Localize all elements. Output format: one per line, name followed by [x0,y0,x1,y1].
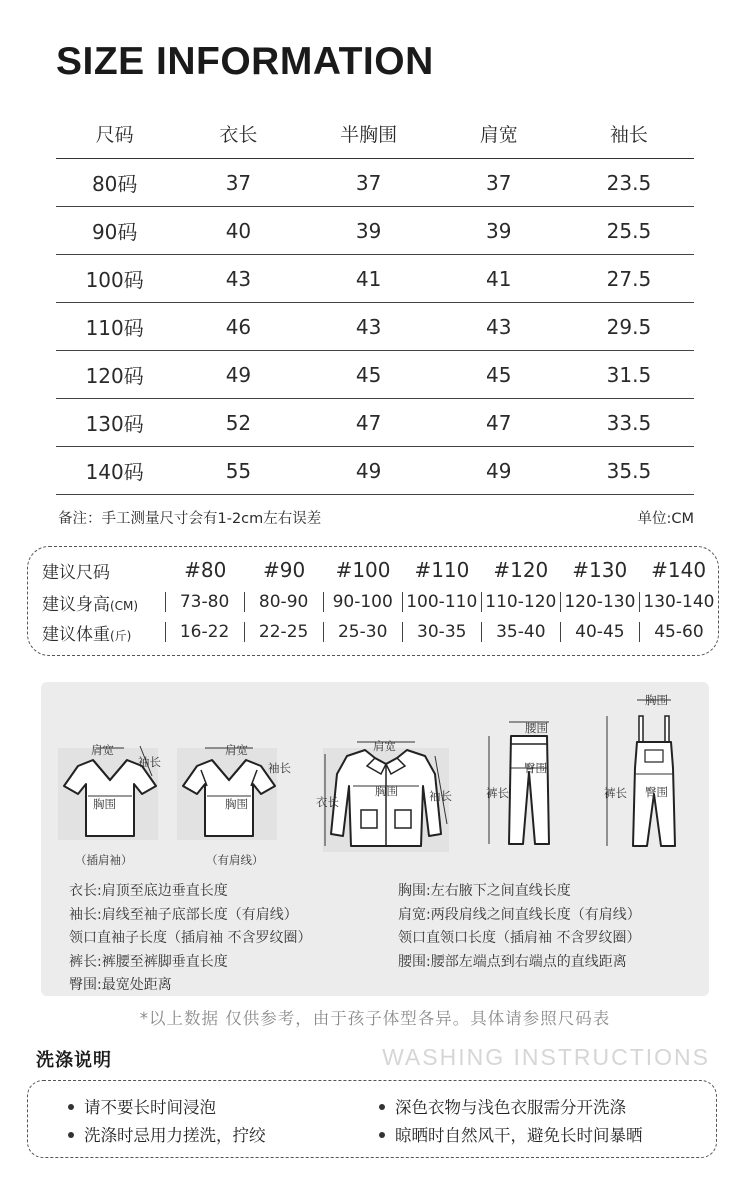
definition-item: 裤长:裤腰至裤脚垂直长度 [69,953,228,970]
recommend-size: #80 [184,558,227,582]
table-row [56,255,694,303]
recommend-size: #140 [651,558,707,582]
recommend-height: 120-130 [560,592,639,612]
definition-item: 领口直领口长度（插肩袖 不含罗纹圈） [398,930,641,947]
chest-label: 胸围 [645,693,668,707]
table-cell: 33.5 [564,399,694,447]
recommend-size: #110 [414,558,470,582]
washing-item [379,1122,643,1146]
table-cell: 43 [173,255,303,303]
table-cell: 49 [434,447,564,495]
table-cell: 37 [434,159,564,207]
header-length: 衣长 [173,108,303,159]
sleeve-label: 袖长 [429,789,452,803]
recommend-size: #120 [493,558,549,582]
recommend-size-label: 建议尺码 [42,562,110,583]
reference-note: *以上数据 仅供参考，由于孩子体型各异。具体请参照尺码表 [139,1009,611,1028]
chest-label: 胸围 [93,797,116,811]
recommend-height-label [42,590,165,615]
size-table [56,108,694,495]
overalls-icon [601,696,697,850]
recommend-size: #130 [572,558,628,582]
table-row [56,303,694,351]
table-cell: 45 [434,351,564,399]
table-cell: 52 [173,399,303,447]
table-row [56,159,694,207]
table-cell: 43 [304,303,434,351]
caption-set-in: （有肩线） [206,853,264,867]
pants-icon [483,714,565,850]
washing-item-text: 深色衣物与浅色衣服需分开洗涤 [395,1098,626,1117]
height-unit: (CM) [110,598,139,613]
bullet-icon [68,1132,74,1138]
recommendation-box [27,546,719,656]
table-cell: 37 [304,159,434,207]
recommend-weight: 35-40 [481,622,560,642]
height-label-text: 建议身高 [42,594,110,615]
table-cell: 120码 [56,351,173,399]
recommend-weight: 40-45 [560,622,639,642]
table-cell: 49 [173,351,303,399]
unit-label: 单位:CM [637,511,694,527]
table-cell: 41 [304,255,434,303]
table-cell: 47 [434,399,564,447]
shoulder-label: 肩宽 [373,739,396,753]
table-cell: 23.5 [564,159,694,207]
sleeve-label: 袖长 [268,761,291,775]
recommend-height: 90-100 [323,592,402,612]
recommend-weight-label [42,620,165,645]
table-cell: 39 [304,207,434,255]
table-cell: 31.5 [564,351,694,399]
recommend-size: #90 [263,558,306,582]
table-cell: 140码 [56,447,173,495]
washing-item [68,1122,266,1146]
weight-label-text: 建议体重 [42,624,110,645]
waist-label: 腰围 [525,721,548,735]
table-cell: 39 [434,207,564,255]
recommend-height: 130-140 [639,592,718,612]
table-cell: 45 [304,351,434,399]
recommend-height: 110-120 [481,592,560,612]
sleeve-label: 袖长 [138,755,161,769]
pants-length-label: 裤长 [486,786,509,800]
recommend-height: 80-90 [244,592,323,612]
recommend-height-row [42,589,718,615]
definition-item: 肩宽:两段肩线之间直线长度（有肩线） [398,906,641,923]
shoulder-label: 肩宽 [225,743,248,757]
table-cell: 80码 [56,159,173,207]
washing-title-en: WASHING INSTRUCTIONS [382,1044,710,1070]
washing-box [27,1080,717,1158]
measurement-note: 备注：手工测量尺寸会有1-2cm左右误差 [58,511,322,527]
washing-item-text: 晾晒时自然风干，避免长时间暴晒 [395,1126,643,1145]
size-table-header [56,108,694,159]
pants-length-label: 裤长 [604,786,627,800]
recommend-weight: 22-25 [244,622,323,642]
recommend-weight: 25-30 [323,622,402,642]
table-cell: 35.5 [564,447,694,495]
table-cell: 55 [173,447,303,495]
table-cell: 29.5 [564,303,694,351]
definition-item: 腰围:腰部左端点到右端点的直线距离 [398,953,627,970]
recommend-weight: 16-22 [165,622,244,642]
washing-item [68,1094,216,1118]
washing-item-text: 请不要长时间浸泡 [84,1098,216,1117]
washing-item-text: 洗涤时忌用力搓洗，拧绞 [84,1126,266,1145]
header-size: 尺码 [56,108,173,159]
table-cell: 41 [434,255,564,303]
table-cell: 130码 [56,399,173,447]
hip-label: 臀围 [524,761,547,775]
weight-unit: (斤) [110,628,132,643]
definition-item: 臀围:最宽处距离 [69,977,172,994]
recommend-size: #100 [335,558,391,582]
table-cell: 27.5 [564,255,694,303]
table-cell: 46 [173,303,303,351]
table-cell: 25.5 [564,207,694,255]
table-row [56,207,694,255]
table-cell: 100码 [56,255,173,303]
table-cell: 110码 [56,303,173,351]
recommend-weight: 45-60 [639,622,718,642]
table-cell: 47 [304,399,434,447]
chest-label: 胸围 [375,784,398,798]
recommend-weight-row [42,619,718,645]
table-cell: 43 [434,303,564,351]
definitions-right [398,880,641,974]
chest-label: 胸围 [225,797,248,811]
table-cell: 37 [173,159,303,207]
definition-item: 衣长:肩顶至底边垂直长度 [69,883,228,899]
recommend-weight: 30-35 [402,622,481,642]
recommend-height: 100-110 [402,592,481,612]
definition-item: 领口直袖子长度（插肩袖 不含罗纹圈） [69,930,312,947]
shoulder-label: 肩宽 [91,743,114,757]
washing-title: 洗涤说明 [36,1050,112,1071]
bullet-icon [379,1104,385,1110]
bullet-icon [379,1132,385,1138]
header-sleeve: 袖长 [564,108,694,159]
measurement-diagram-panel [41,682,709,996]
washing-item [379,1094,626,1118]
page-title: SIZE INFORMATION [56,40,434,83]
definitions-left [69,880,311,998]
header-half-chest: 半胸围 [304,108,434,159]
length-label: 衣长 [316,795,339,809]
recommend-size-row [42,557,718,583]
bullet-icon [68,1104,74,1110]
header-shoulder: 肩宽 [434,108,564,159]
table-row [56,399,694,447]
caption-raglan: （插肩袖） [75,853,133,867]
definition-item: 胸围:左右腋下之间直线长度 [398,883,571,899]
table-cell: 49 [304,447,434,495]
table-cell: 90码 [56,207,173,255]
hip-label: 臀围 [645,785,668,799]
table-cell: 40 [173,207,303,255]
table-row [56,351,694,399]
definition-item: 袖长:肩线至袖子底部长度（有肩线） [69,906,298,923]
table-row [56,447,694,495]
recommend-height: 73-80 [165,592,244,612]
